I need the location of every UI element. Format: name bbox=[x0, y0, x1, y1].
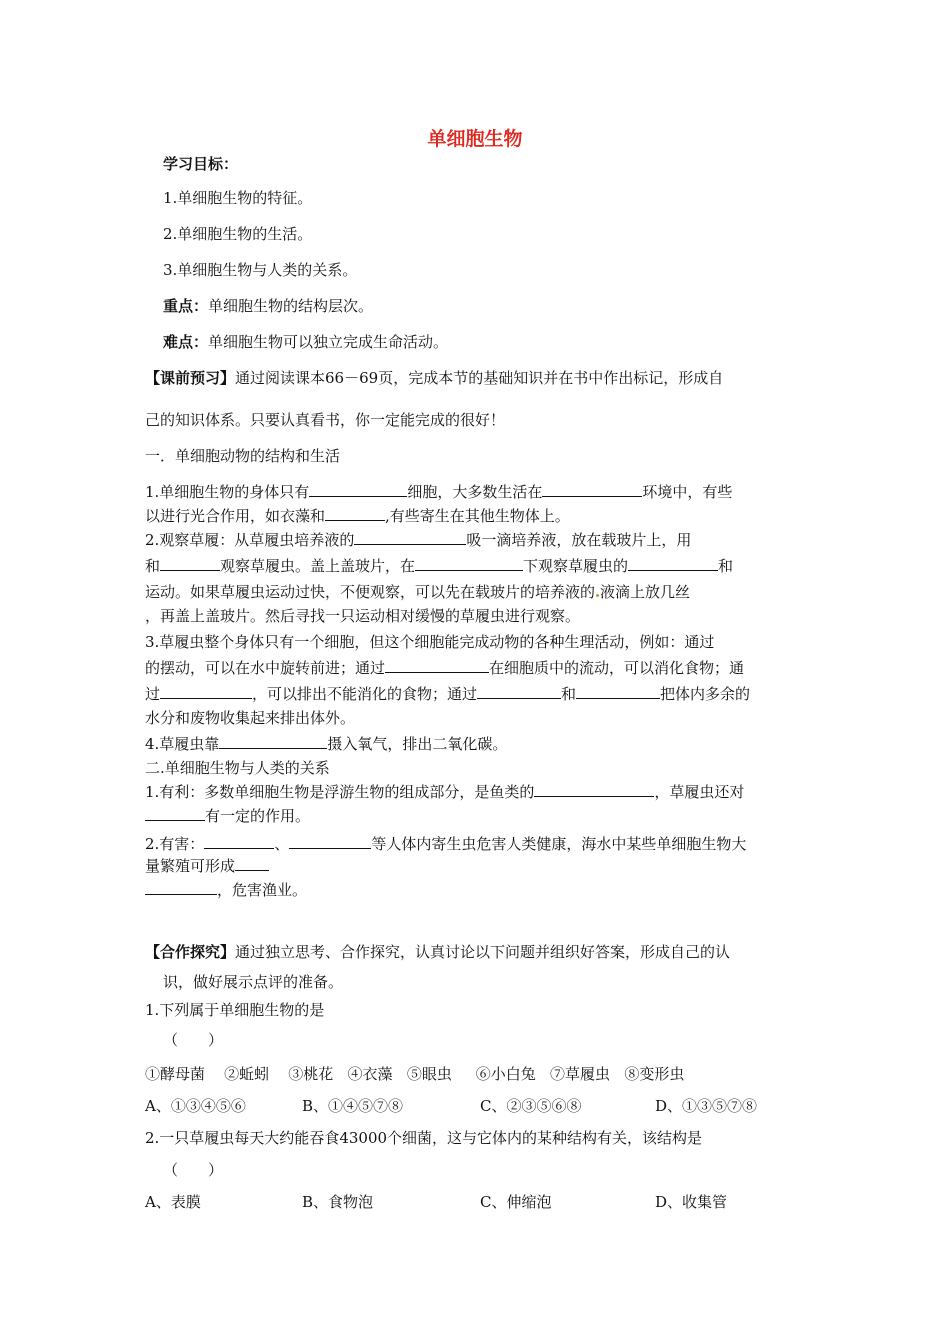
mc1-paren: （ ） bbox=[163, 1031, 224, 1049]
text: ，可以排出不能消化的食物；通过 bbox=[252, 685, 478, 703]
answer-blank[interactable] bbox=[160, 684, 252, 699]
answer-blank[interactable] bbox=[289, 834, 371, 849]
answer-blank[interactable] bbox=[385, 658, 489, 673]
explore-line-2: 识，做好展示点评的准备。 bbox=[163, 973, 344, 991]
text: ，草履虫还对 bbox=[654, 783, 745, 801]
explore-label: 【合作探究】 bbox=[145, 943, 236, 961]
text: 等人体内寄生虫危害人类健康，海水中某些单细胞生物大 bbox=[371, 835, 747, 853]
answer-blank[interactable] bbox=[219, 734, 327, 749]
objective-item: 3.单细胞生物与人类的关系。 bbox=[163, 261, 358, 279]
answer-blank[interactable] bbox=[235, 856, 269, 871]
q3-line-4: 水分和废物收集起来排出体外。 bbox=[145, 709, 356, 727]
answer-blank[interactable] bbox=[145, 880, 217, 895]
organism-item: ①酵母菌 bbox=[145, 1065, 206, 1083]
answer-blank[interactable] bbox=[325, 506, 385, 521]
text: 的摆动，可以在水中旋转前进；通过 bbox=[145, 659, 386, 677]
text: 下观察草履虫的 bbox=[523, 557, 629, 575]
answer-blank[interactable] bbox=[204, 834, 274, 849]
mc1-stem: 1.下列属于单细胞生物的是 bbox=[145, 1001, 325, 1019]
s2-q1-line-1 bbox=[145, 782, 744, 802]
text: 观察草履虫。盖上盖玻片，在 bbox=[220, 557, 416, 575]
mc1-option-b[interactable]: B、①④⑤⑦⑧ bbox=[302, 1097, 404, 1115]
objective-item: 2.单细胞生物的生活。 bbox=[163, 225, 313, 243]
answer-blank[interactable] bbox=[354, 530, 466, 545]
s2-q1-line-2 bbox=[145, 806, 310, 826]
answer-blank[interactable] bbox=[576, 684, 660, 699]
difficulty-label: 难点： bbox=[163, 333, 209, 351]
preview-label: 【课前预习】 bbox=[145, 369, 236, 387]
text: 把体内多余的 bbox=[660, 685, 751, 703]
preview-text: 通过阅读课本66－69页，完成本节的基础知识并在书中作出标记，形成自 bbox=[235, 369, 724, 387]
text: 4.草履虫靠 bbox=[145, 735, 220, 753]
answer-blank[interactable] bbox=[534, 782, 654, 797]
text: 1.有利：多数单细胞生物是浮游生物的组成部分，是鱼类的 bbox=[145, 783, 535, 801]
answer-blank[interactable] bbox=[145, 806, 205, 821]
text: 吸一滴培养液，放在载玻片上，用 bbox=[466, 531, 692, 549]
key-point bbox=[163, 296, 373, 316]
text: 环境中，有些 bbox=[642, 483, 733, 501]
text: 和 bbox=[145, 557, 161, 575]
text: 量繁殖可形成 bbox=[145, 857, 236, 875]
mc2-paren: （ ） bbox=[163, 1161, 224, 1179]
text: 细胞，大多数生活在 bbox=[407, 483, 543, 501]
organism-item: ④衣藻 bbox=[347, 1065, 393, 1083]
preview-line-2: 己的知识体系。只要认真看书，你一定能完成的很好！ bbox=[145, 411, 506, 429]
mc1-option-a[interactable]: A、①③④⑤⑥ bbox=[145, 1097, 246, 1115]
difficulty-point bbox=[163, 332, 448, 352]
scan-speck bbox=[596, 594, 599, 597]
text: 1.单细胞生物的身体只有 bbox=[145, 483, 310, 501]
text: 在细胞质中的流动，可以消化食物；通 bbox=[489, 659, 745, 677]
organism-item: ⑦草履虫 bbox=[550, 1065, 611, 1083]
q3-line-3 bbox=[145, 684, 750, 704]
mc2-option-a[interactable]: A、表膜 bbox=[145, 1193, 201, 1211]
q2-line-1 bbox=[145, 530, 691, 550]
mc1-option-c[interactable]: C、②③⑤⑥⑧ bbox=[480, 1097, 582, 1115]
organism-item: ③桃花 bbox=[288, 1065, 334, 1083]
preview-line-1 bbox=[145, 368, 723, 388]
answer-blank[interactable] bbox=[477, 684, 561, 699]
difficulty-text: 单细胞生物可以独立完成生命活动。 bbox=[208, 333, 449, 351]
s2-q2-line-3 bbox=[145, 880, 307, 900]
text: ,有些寄生在其他生物体上。 bbox=[385, 507, 570, 525]
text: 、 bbox=[274, 835, 290, 853]
organism-item: ⑥小白兔 bbox=[475, 1065, 536, 1083]
s2-q2-line-2 bbox=[145, 856, 269, 876]
text: 液滴上放几丝 bbox=[600, 583, 691, 601]
text: 和 bbox=[718, 557, 734, 575]
q2-line-3 bbox=[145, 582, 690, 602]
explore-line-1 bbox=[145, 942, 730, 962]
explore-text: 通过独立思考、合作探究，认真讨论以下问题并组织好答案，形成自己的认 bbox=[235, 943, 731, 961]
s2-q2-line-1 bbox=[145, 834, 746, 854]
key-point-label: 重点： bbox=[163, 297, 209, 315]
answer-blank[interactable] bbox=[415, 556, 523, 571]
mc1-organism-list bbox=[145, 1064, 684, 1084]
text: 和 bbox=[561, 685, 577, 703]
organism-item: ⑤眼虫 bbox=[406, 1065, 452, 1083]
q3-line-2 bbox=[145, 658, 744, 678]
text: ，危害渔业。 bbox=[217, 881, 308, 899]
section1-heading: 一．单细胞动物的结构和生活 bbox=[145, 447, 341, 465]
text: 2.观察草履：从草履虫培养液的 bbox=[145, 531, 355, 549]
q3-line-1: 3.草履虫整个身体只有一个细胞，但这个细胞能完成动物的各种生理活动，例如：通过 bbox=[145, 633, 715, 651]
mc2-option-b[interactable]: B、食物泡 bbox=[302, 1193, 374, 1211]
q1-line-1 bbox=[145, 482, 732, 502]
text: 2.有害： bbox=[145, 835, 205, 853]
text: 有一定的作用。 bbox=[205, 807, 311, 825]
q2-line-2 bbox=[145, 556, 733, 576]
q4-line bbox=[145, 734, 507, 754]
organism-item: ②蚯蚓 bbox=[224, 1065, 270, 1083]
text: 以进行光合作用，如衣藻和 bbox=[145, 507, 326, 525]
answer-blank[interactable] bbox=[628, 556, 718, 571]
mc2-option-c[interactable]: C、伸缩泡 bbox=[480, 1193, 552, 1211]
q2-line-4: ，再盖上盖玻片。然后寻找一只运动相对缓慢的草履虫进行观察。 bbox=[145, 607, 581, 625]
page-title: 单细胞生物 bbox=[427, 128, 523, 150]
text: 摄入氧气，排出二氧化碳。 bbox=[327, 735, 508, 753]
answer-blank[interactable] bbox=[309, 482, 407, 497]
text: 过 bbox=[145, 685, 161, 703]
answer-blank[interactable] bbox=[160, 556, 220, 571]
mc2-option-d[interactable]: D、收集管 bbox=[655, 1193, 728, 1211]
mc2-stem: 2.一只草履虫每天大约能吞食43000个细菌，这与它体内的某种结构有关，该结构是 bbox=[145, 1129, 703, 1147]
objectives-label: 学习目标： bbox=[163, 155, 239, 173]
key-point-text: 单细胞生物的结构层次。 bbox=[208, 297, 374, 315]
objective-item: 1.单细胞生物的特征。 bbox=[163, 189, 313, 207]
mc1-option-d[interactable]: D、①③⑤⑦⑧ bbox=[655, 1097, 758, 1115]
section2-heading: 二.单细胞生物与人类的关系 bbox=[145, 759, 330, 777]
text: 运动。如果草履虫运动过快，不便观察，可以先在载玻片的培养液的 bbox=[145, 583, 596, 601]
q1-line-2 bbox=[145, 506, 570, 526]
organism-item: ⑧变形虫 bbox=[624, 1065, 685, 1083]
answer-blank[interactable] bbox=[542, 482, 642, 497]
